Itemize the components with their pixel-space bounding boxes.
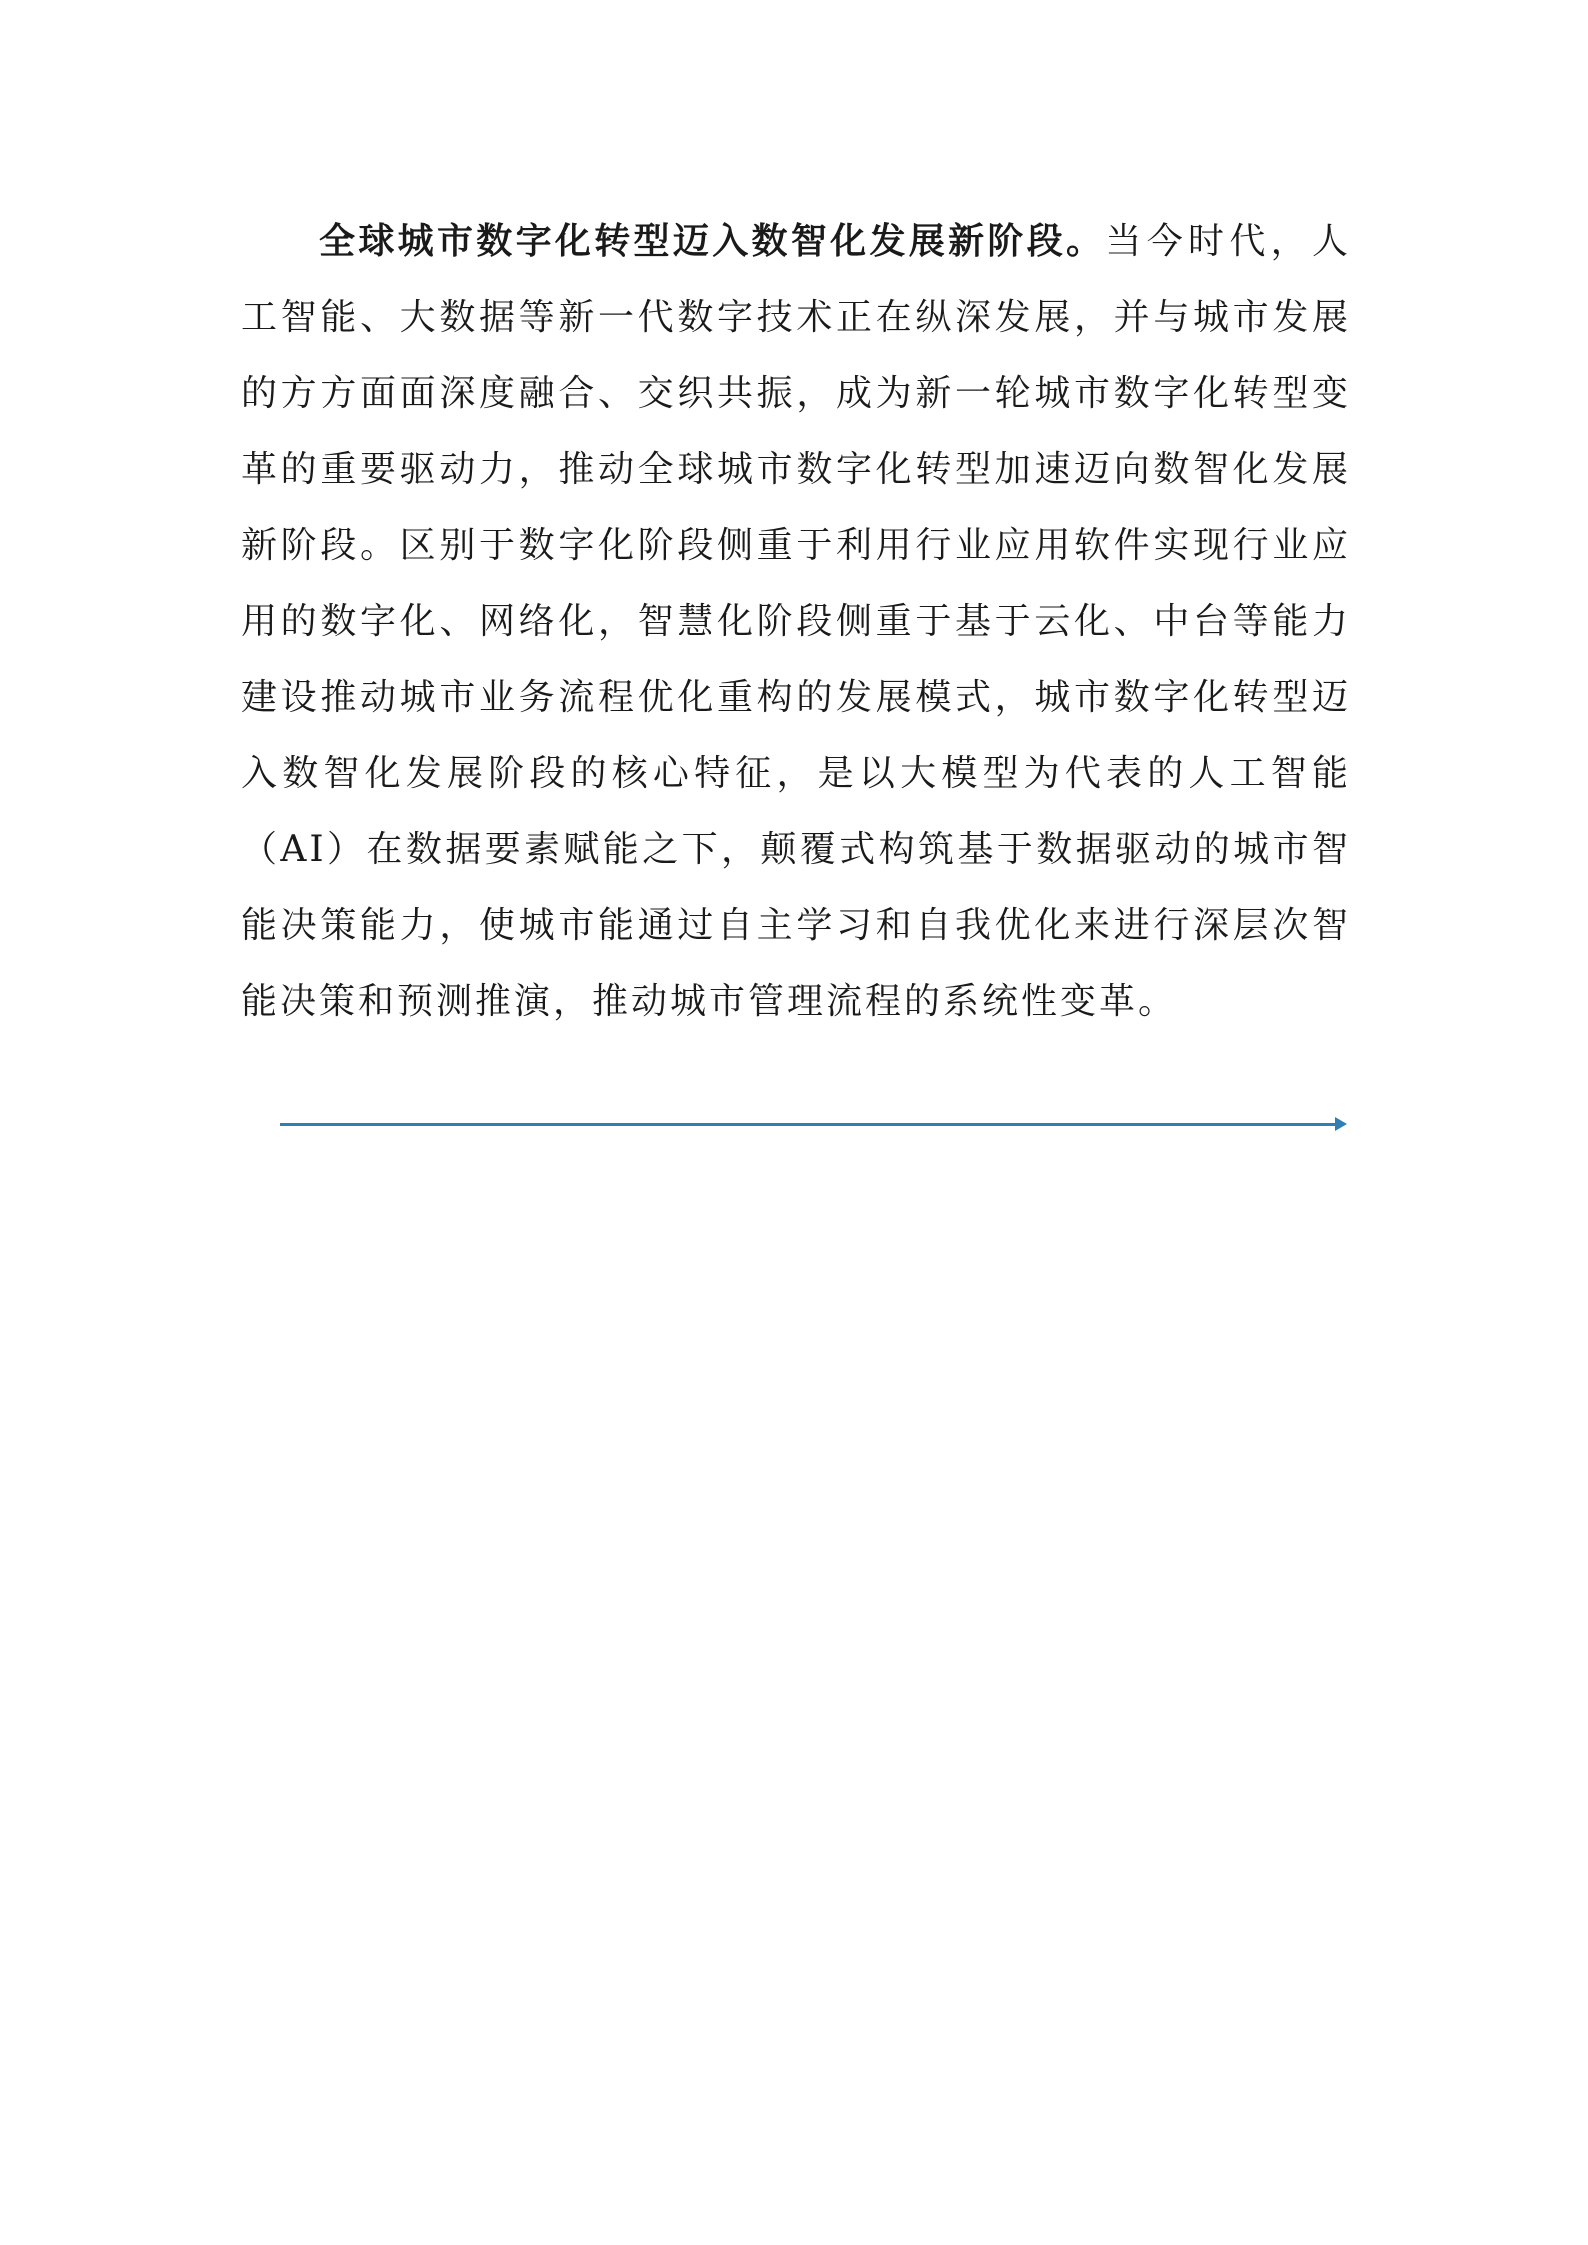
para1-line-4: 革的重要驱动力，推动全球城市数字化转型加速迈向数智化发展: [241, 449, 1351, 490]
para1-line-5: 新阶段。区别于数字化阶段侧重于利用行业应用软件实现行业应: [241, 525, 1351, 566]
para1-line-3: 的方方面面深度融合、交织共振，成为新一轮城市数字化转型变: [241, 373, 1351, 414]
timeline-line: [280, 1123, 1340, 1126]
stages-diagram: [235, 1060, 1360, 1430]
para1-line-10: 能决策能力，使城市能通过自主学习和自我优化来进行深层次智: [241, 905, 1351, 946]
para1-line-8: 入数智化发展阶段的核心特征，是以大模型为代表的人工智能: [241, 753, 1351, 794]
para1-line-2: 工智能、大数据等新一代数字技术正在纵深发展，并与城市发展: [241, 297, 1351, 338]
timeline-arrow-icon: [1335, 1117, 1347, 1131]
para1-line-9: （AI）在数据要素赋能之下，颠覆式构筑基于数据驱动的城市智: [241, 829, 1351, 870]
para1-lead-heading: 全球城市数字化转型迈入数智化发展新阶段。: [319, 221, 1106, 262]
para1-line-7: 建设推动城市业务流程优化重构的发展模式，城市数字化转型迈: [241, 677, 1351, 718]
paragraph-digital-transformation: [241, 204, 1351, 1040]
para1-line-6: 用的数字化、网络化，智慧化阶段侧重于基于云化、中台等能力: [241, 601, 1351, 642]
para1-line-1: 全球城市数字化转型迈入数智化发展新阶段。当今时代，人: [319, 221, 1351, 262]
para1-line-11: 能决策和预测推演，推动城市管理流程的系统性变革。: [241, 981, 1178, 1022]
